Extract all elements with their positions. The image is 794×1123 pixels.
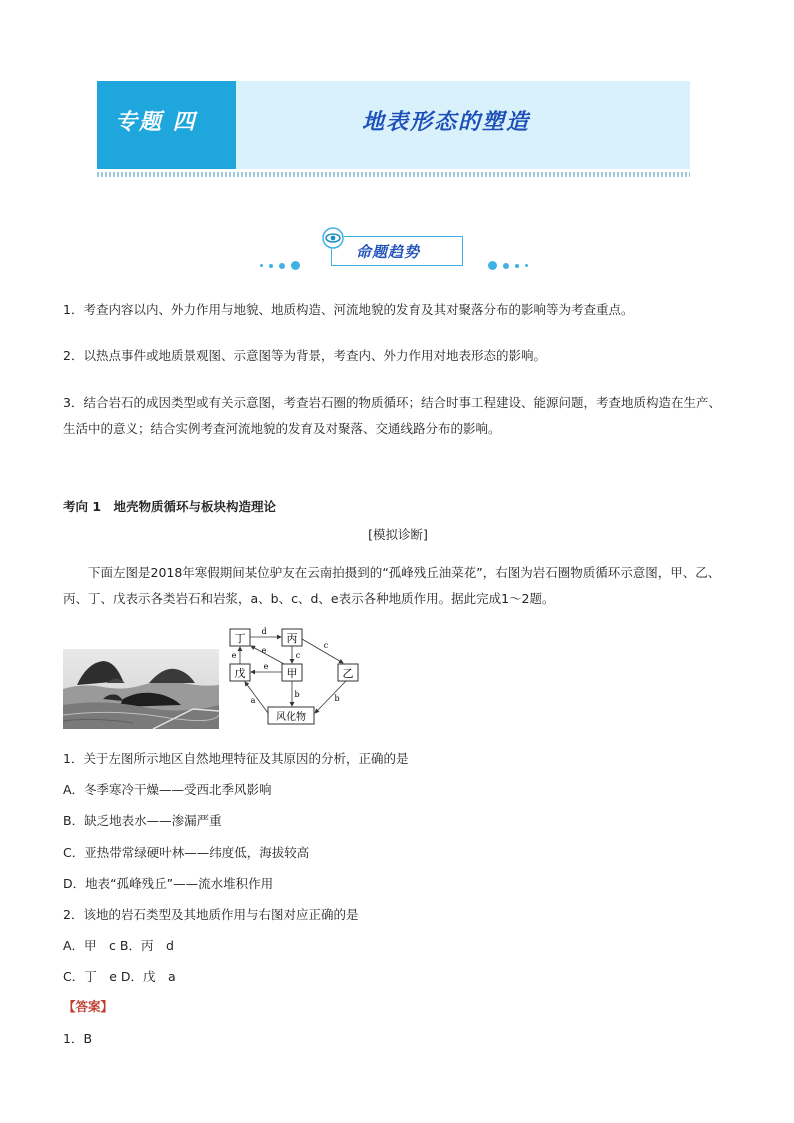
svg-text:戊: 戊 <box>234 667 246 680</box>
question-2-stem: 2．该地的岩石类型及其地质作用与右图对应正确的是 <box>63 907 359 922</box>
question-1-stem: 1．关于左图所示地区自然地理特征及其原因的分析，正确的是 <box>63 751 409 766</box>
node-jia <box>282 664 302 681</box>
edge-label-e3: e <box>263 662 269 671</box>
section-intro: 下面左图是2018年寒假期间某位驴友在云南拍摄到的“孤峰残丘油菜花”，右图为岩石圈物质循环示意图，甲、乙、丙、丁、戊表示各类岩石和岩浆，a、b、c、d、e表示各种地质作用。据此完成1～2题。 <box>63 565 721 606</box>
landscape-photo <box>63 649 219 729</box>
section-subheading: [模拟诊断] <box>368 527 428 542</box>
node-weathered <box>268 707 314 724</box>
rock-cycle-diagram <box>222 623 362 728</box>
trend-label-box <box>331 236 463 266</box>
edge-label-d: d <box>261 627 267 636</box>
node-ding <box>230 629 250 646</box>
question-1-option-c: C．亚热带常绿硬叶林——纬度低，海拔较高 <box>63 845 310 860</box>
trend-point-2: 2．以热点事件或地质景观图、示意图等为背景，考查内、外力作用对地表形态的影响。 <box>63 348 546 363</box>
svg-text:风化物: 风化物 <box>276 712 306 723</box>
question-1-option-b: B．缺乏地表水——渗漏严重 <box>63 813 222 828</box>
question-1-option-d: D．地表“孤峰残丘”——流水堆积作用 <box>63 876 274 891</box>
topic-title: 地表形态的塑造 <box>362 110 531 135</box>
question-1-option-a: A．冬季寒冷干燥——受西北季风影响 <box>63 782 272 797</box>
svg-text:甲: 甲 <box>286 667 298 680</box>
svg-text:丙: 丙 <box>286 632 298 645</box>
svg-text:乙: 乙 <box>342 667 354 680</box>
edge-label-c1: c <box>295 651 301 660</box>
node-bing <box>282 629 302 646</box>
edge-label-c2: c <box>323 641 329 650</box>
eye-icon <box>322 227 344 249</box>
trend-label: 命题趋势 <box>356 243 421 261</box>
section-heading: 考向 1 地壳物质循环与板块构造理论 <box>63 499 277 514</box>
topic-tag-box <box>97 81 236 169</box>
edge-label-b1: b <box>294 690 300 699</box>
svg-text:丁: 丁 <box>234 632 246 645</box>
edge-label-e2: e <box>261 646 267 655</box>
edge-label-b2: b <box>334 694 340 703</box>
edge-label-e1: e <box>231 651 237 660</box>
edge-bing-yi <box>302 639 343 663</box>
dots-right-decoration <box>488 255 534 274</box>
banner-divider <box>97 172 690 177</box>
question-2-options-cd: C．丁 e D．戊 a <box>63 969 176 984</box>
answer-label: 【答案】 <box>63 999 114 1014</box>
edge-label-a: a <box>250 696 256 705</box>
trend-badge <box>260 227 534 271</box>
node-yi <box>338 664 358 681</box>
node-wu <box>230 664 250 681</box>
topic-tag: 专题 四 <box>115 110 197 135</box>
answer-text: 1．B <box>63 1031 93 1046</box>
topic-title-box <box>236 81 690 169</box>
edge-weathered-wu <box>245 682 268 713</box>
trend-point-3: 3．结合岩石的成因类型或有关示意图，考查岩石圈的物质循环；结合时事工程建设、能源问题，考查地质构造在生产、生活中的意义；结合实例考查河流地貌的发育及对聚落、交通线路分布的影响。 <box>63 395 721 436</box>
edge-yi-weathered <box>315 681 346 713</box>
question-2-options-ab: A．甲 c B．丙 d <box>63 938 174 953</box>
dots-left-decoration <box>260 255 306 274</box>
topic-banner <box>97 81 690 169</box>
trend-point-1: 1．考查内容以内、外力作用与地貌、地质构造、河流地貌的发育及其对聚落分布的影响等为考查重点。 <box>63 302 634 317</box>
